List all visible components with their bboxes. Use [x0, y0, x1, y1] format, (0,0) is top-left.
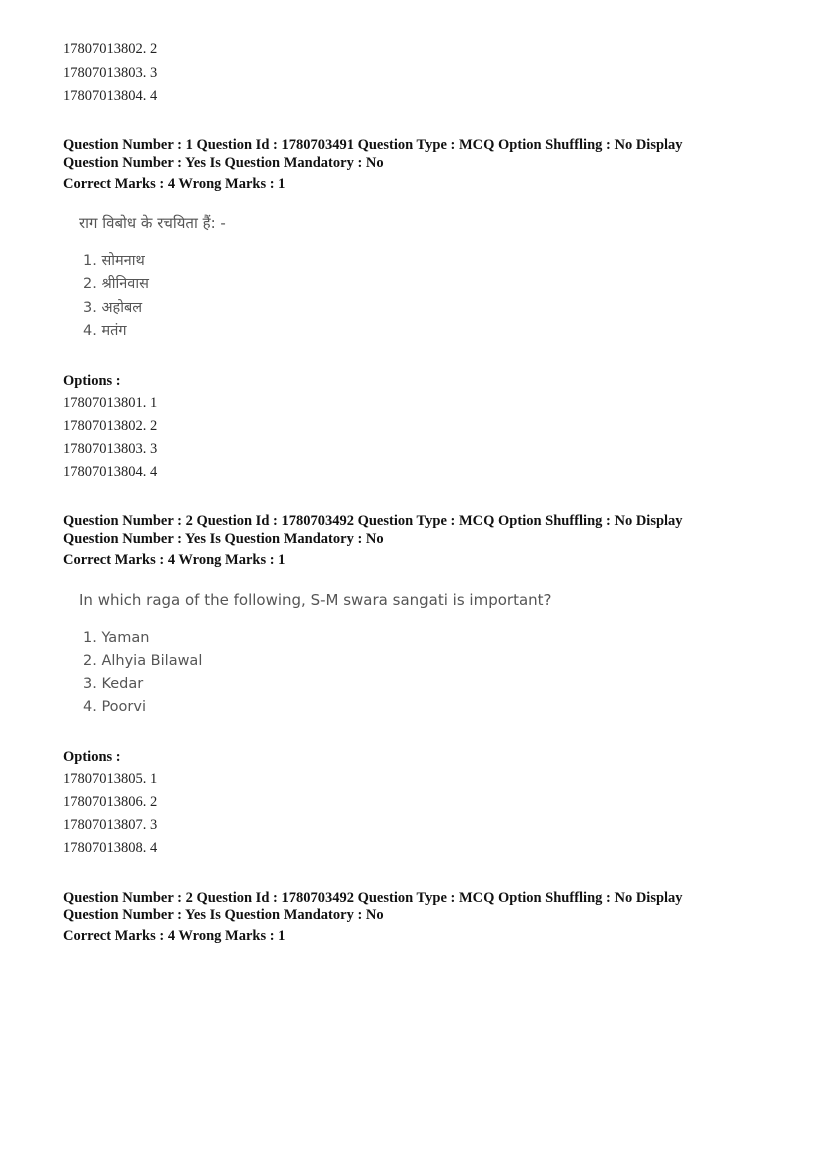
option-line: 17807013801. 1 [63, 395, 158, 411]
options-label: Options : [63, 749, 121, 765]
question-header-line1: Question Number : 1 Question Id : 1780703491 Question Type : MCQ Option Shuffling : No Display [63, 137, 683, 153]
question-choice: 4. मतंग [83, 323, 127, 339]
question-header-line1: Question Number : 2 Question Id : 1780703492 Question Type : MCQ Option Shuffling : No Display [63, 890, 683, 906]
question-choice: 2. श्रीनिवास [83, 276, 149, 292]
question-choice: 1. सोमनाथ [83, 253, 145, 269]
option-line: 17807013807. 3 [63, 817, 158, 833]
option-line: 17807013804. 4 [63, 464, 158, 480]
question-choice: 3. अहोबल [83, 300, 143, 316]
option-line: 17807013808. 4 [63, 840, 158, 856]
question-header-line1: Question Number : 2 Question Id : 1780703492 Question Type : MCQ Option Shuffling : No Display [63, 513, 683, 529]
question-marks: Correct Marks : 4 Wrong Marks : 1 [63, 552, 286, 568]
option-line: 17807013805. 1 [63, 771, 158, 787]
question-header-line2: Question Number : Yes Is Question Mandatory : No [63, 155, 384, 171]
question-choice: 4. Poorvi [83, 699, 146, 715]
question-choice: 2. Alhyia Bilawal [83, 653, 203, 669]
question-marks: Correct Marks : 4 Wrong Marks : 1 [63, 928, 286, 944]
question-choice: 1. Yaman [83, 630, 150, 646]
question-image [79, 590, 552, 725]
question-stem: In which raga of the following, S-M swara sangati is important? [79, 591, 552, 609]
option-line: 17807013806. 2 [63, 794, 158, 810]
question-image [79, 213, 379, 348]
options-label: Options : [63, 373, 121, 389]
option-line: 17807013802. 2 [63, 41, 158, 57]
option-line: 17807013803. 3 [63, 65, 158, 81]
option-line: 17807013804. 4 [63, 88, 158, 104]
option-line: 17807013802. 2 [63, 418, 158, 434]
option-line: 17807013803. 3 [63, 441, 158, 457]
question-choice: 3. Kedar [83, 676, 144, 692]
question-stem: राग विबोध के रचयिता हैं: - [79, 214, 226, 232]
question-header-line2: Question Number : Yes Is Question Mandatory : No [63, 907, 384, 923]
question-header-line2: Question Number : Yes Is Question Mandatory : No [63, 531, 384, 547]
question-marks: Correct Marks : 4 Wrong Marks : 1 [63, 176, 286, 192]
